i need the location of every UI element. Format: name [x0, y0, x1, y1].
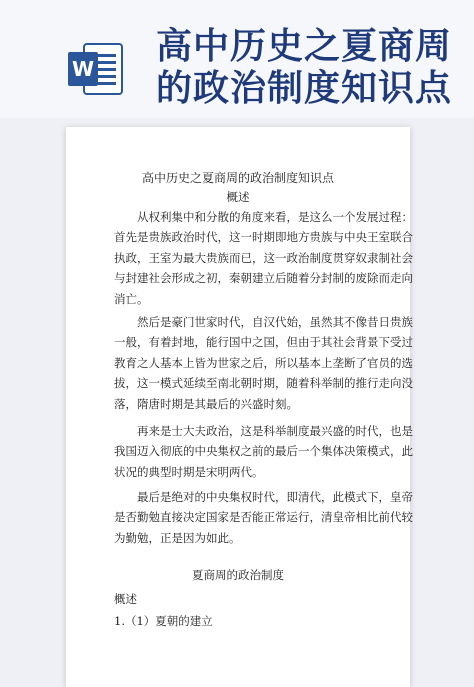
paragraph-2-line: 拔，这一模式延续至南北朝时期，随着科举制的推行走向没	[114, 376, 413, 391]
paragraph-3-line: 再来是士大夫政治，这是科举制度最兴盛的时代，也是	[137, 424, 413, 438]
paragraph-2-line: 落，隋唐时期是其最后的兴盛时刻。	[114, 396, 298, 411]
paragraph-4	[114, 487, 413, 548]
paragraph-1	[114, 207, 413, 309]
paragraph-4-line: 是否勤勉直接决定国家是否能正常运行，清皇帝相比前代较	[114, 510, 413, 525]
paragraph-1-line: 执政，王室为最大贵族而已，这一政治制度贯穿奴隶制社会	[114, 250, 413, 265]
paragraph-1-line: 首先是贵族政治时代，这一时期即地方贵族与中央王室联合	[114, 230, 413, 245]
svg-text:W: W	[71, 57, 95, 81]
paragraph-2-line: 一般，有着封地，能行国中之国，但由于其社会背景下受过	[114, 335, 413, 350]
paragraph-3-line: 我国迈入彻底的中央集权之前的最后一个集体决策模式，此	[114, 444, 413, 459]
paragraph-2-line: 然后是豪门世家时代，自汉代始，虽然其不像昔日贵族	[137, 315, 413, 329]
paragraph-4-line: 为勤勉，正是因为如此。	[114, 530, 241, 545]
banner	[0, 0, 474, 118]
section-title: 夏商周的政治制度	[192, 568, 284, 582]
paragraph-3	[114, 421, 413, 482]
paragraph-3-line: 状况的典型时期是宋明两代。	[114, 464, 264, 479]
overview-heading: 概述	[226, 190, 250, 204]
document-page	[66, 127, 413, 687]
paragraph-2	[114, 312, 413, 414]
banner-title-line-1: 高中历史之夏商周	[156, 26, 453, 67]
banner-title-line-2: 的政治制度知识点	[156, 68, 453, 109]
paragraph-4-line: 最后是绝对的中央集权时代，即清代，此模式下，皇帝	[137, 490, 413, 504]
paragraph-1-line: 与封建社会形成之初，秦朝建立后随着分封制的废除而走向	[114, 271, 413, 286]
section-overview-heading: 概述	[114, 592, 137, 606]
document-title: 高中历史之夏商周的政治制度知识点	[141, 171, 334, 185]
paragraph-2-line: 教育之人基本上皆为世家之后，所以基本上垄断了官员的选	[114, 355, 413, 370]
word-document-icon	[66, 40, 124, 98]
paragraph-1-line: 消亡。	[114, 291, 149, 306]
paragraph-1-line: 从权利集中和分散的角度来看，是这么一个发展过程：	[137, 210, 413, 224]
list-item: 1.（1）夏朝的建立	[114, 614, 213, 628]
